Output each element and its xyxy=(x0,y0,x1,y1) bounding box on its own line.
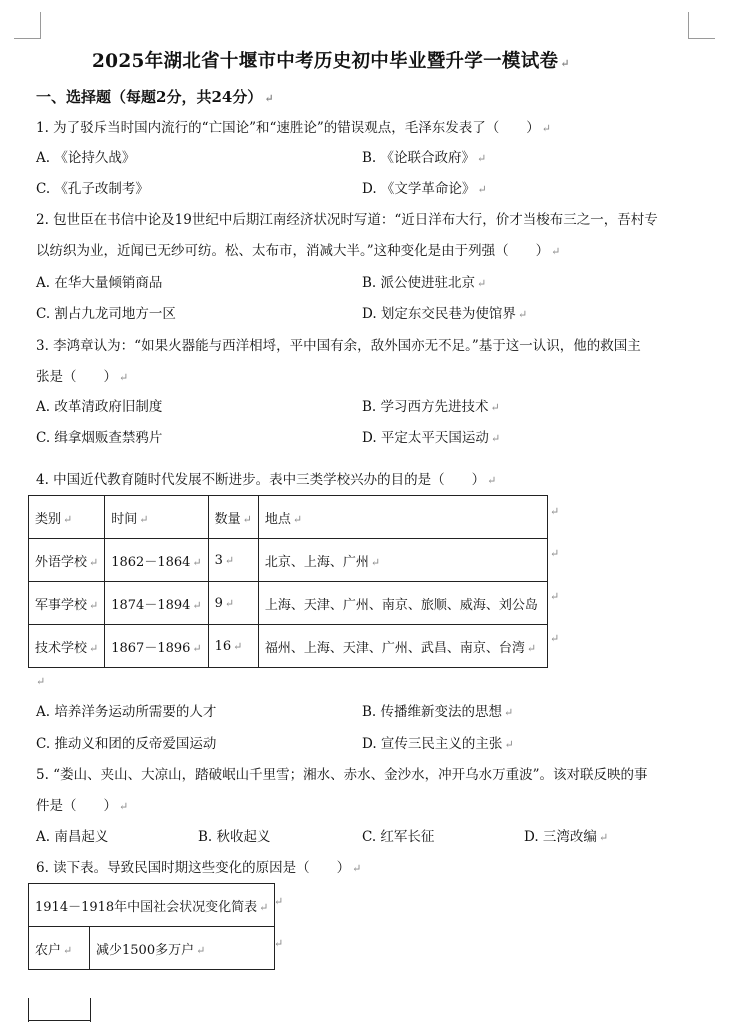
q1-option-c: C. 《孔子改制考》 xyxy=(36,181,149,197)
question-3-stem-line1: 3. 李鸿章认为：“如果火器能与西洋相埒，平中国有余，敌外国亦无不足。”基于这一认识，他的救国主 xyxy=(36,338,641,354)
q4-option-a: A. 培养洋务运动所需要的人才 xyxy=(36,704,217,720)
table-cell: 技术学校 ↵ xyxy=(29,625,105,668)
q5-option-c: C. 红军长征 xyxy=(362,829,435,845)
question-5-stem-line2: 件是（ ） ↵ xyxy=(36,798,129,814)
q3-option-d: D. 平定太平天国运动 ↵ xyxy=(362,430,501,446)
row-end-mark: ↵ xyxy=(550,632,560,645)
row-end-mark: ↵ xyxy=(274,937,284,950)
question-3-stem-line2: 张是（ ） ↵ xyxy=(36,369,129,385)
table-continuation xyxy=(90,998,91,1022)
q1-option-a: A. 《论持久战》 xyxy=(36,150,136,166)
table-cell: 减少1500多万户 ↵ xyxy=(90,927,275,970)
question-5-stem-line1: 5. “娄山、夹山、大凉山，踏破岷山千里雪；湘水、赤水、金沙水，冲开乌水万重波”。该对联反映的事 xyxy=(36,767,648,783)
table-row xyxy=(29,927,275,970)
q5-option-a: A. 南昌起义 xyxy=(36,829,109,845)
table-cell: 外语学校 ↵ xyxy=(29,539,105,582)
table-row xyxy=(29,582,548,625)
table-cell: 北京、上海、广州 ↵ xyxy=(258,539,547,582)
table-header-cell: 地点 ↵ xyxy=(258,496,547,539)
q4-option-d: D. 宣传三民主义的主张 ↵ xyxy=(362,736,514,752)
table-cell: 军事学校 ↵ xyxy=(29,582,105,625)
table-cell: 16 ↵ xyxy=(208,625,258,668)
q3-option-a: A. 改革清政府旧制度 xyxy=(36,399,163,415)
q1-option-b: B. 《论联合政府》 ↵ xyxy=(362,150,487,166)
section-heading: 一、选择题（每题2分，共24分） ↵ xyxy=(36,88,274,106)
q2-option-d: D. 划定东交民巷为使馆界 ↵ xyxy=(362,306,528,322)
row-end-mark: ↵ xyxy=(274,895,284,908)
q4-option-b: B. 传播维新变法的思想 ↵ xyxy=(362,704,514,720)
paragraph-mark: ↵ xyxy=(36,675,46,688)
table-cell: 上海、天津、广州、南京、旅顺、威海、刘公岛 xyxy=(258,582,547,625)
q2-option-b: B. 派公使进驻北京 ↵ xyxy=(362,275,487,291)
table-continuation xyxy=(28,998,29,1022)
table-header-cell: 时间 ↵ xyxy=(105,496,208,539)
q5-option-b: B. 秋收起义 xyxy=(198,829,271,845)
crop-mark-top-right xyxy=(688,12,715,39)
question-6-stem: 6. 读下表。导致民国时期这些变化的原因是（ ） ↵ xyxy=(36,860,362,876)
table-cell: 9 ↵ xyxy=(208,582,258,625)
table-cell: 农户 ↵ xyxy=(29,927,90,970)
table-cell: 3 ↵ xyxy=(208,539,258,582)
q2-option-c: C. 割占九龙司地方一区 xyxy=(36,306,176,322)
q2-option-a: A. 在华大量倾销商品 xyxy=(36,275,163,291)
school-table xyxy=(28,495,548,668)
page-title: 2025年湖北省十堰市中考历史初中毕业暨升学一模试卷 ↵ xyxy=(92,51,570,72)
row-end-mark: ↵ xyxy=(550,505,560,518)
table-header-row xyxy=(29,496,548,539)
q1-option-d: D. 《文学革命论》 ↵ xyxy=(362,181,487,197)
table-cell: 1874－1894 ↵ xyxy=(105,582,208,625)
table-cell: 福州、上海、天津、广州、武昌、南京、台湾 ↵ xyxy=(258,625,547,668)
q4-option-c: C. 推动义和团的反帝爱国运动 xyxy=(36,736,217,752)
crop-mark-top-left xyxy=(14,12,41,39)
row-end-mark: ↵ xyxy=(550,590,560,603)
table-header-cell: 类别 ↵ xyxy=(29,496,105,539)
question-2-stem-line2: 以纺织为业，近闻已无纱可纺。松、太布市，消减大半。”这种变化是由于列强（ ） ↵ xyxy=(36,243,561,259)
society-table xyxy=(28,883,275,970)
question-1-stem: 1. 为了驳斥当时国内流行的“亡国论”和“速胜论”的错误观点，毛泽东发表了（ ） ↵ xyxy=(36,120,551,136)
question-2-stem-line1: 2. 包世臣在书信中论及19世纪中后期江南经济状况时写道：“近日洋布大行，价才当梭布三之一，吾村专 xyxy=(36,212,658,228)
table-row xyxy=(29,539,548,582)
table-cell: 1867－1896 ↵ xyxy=(105,625,208,668)
table-title-row xyxy=(29,884,275,927)
question-4-stem: 4. 中国近代教育随时代发展不断进步。表中三类学校兴办的目的是（ ） ↵ xyxy=(36,472,497,488)
table-title-cell: 1914－1918年中国社会状况变化简表 ↵ xyxy=(29,884,275,927)
q3-option-c: C. 缉拿烟贩查禁鸦片 xyxy=(36,430,163,446)
q3-option-b: B. 学习西方先进技术 ↵ xyxy=(362,399,500,415)
table-continuation xyxy=(28,1020,90,1021)
row-end-mark: ↵ xyxy=(550,547,560,560)
table-cell: 1862－1864 ↵ xyxy=(105,539,208,582)
table-row xyxy=(29,625,548,668)
q5-option-d: D. 三湾改编 ↵ xyxy=(524,829,609,845)
table-header-cell: 数量 ↵ xyxy=(208,496,258,539)
